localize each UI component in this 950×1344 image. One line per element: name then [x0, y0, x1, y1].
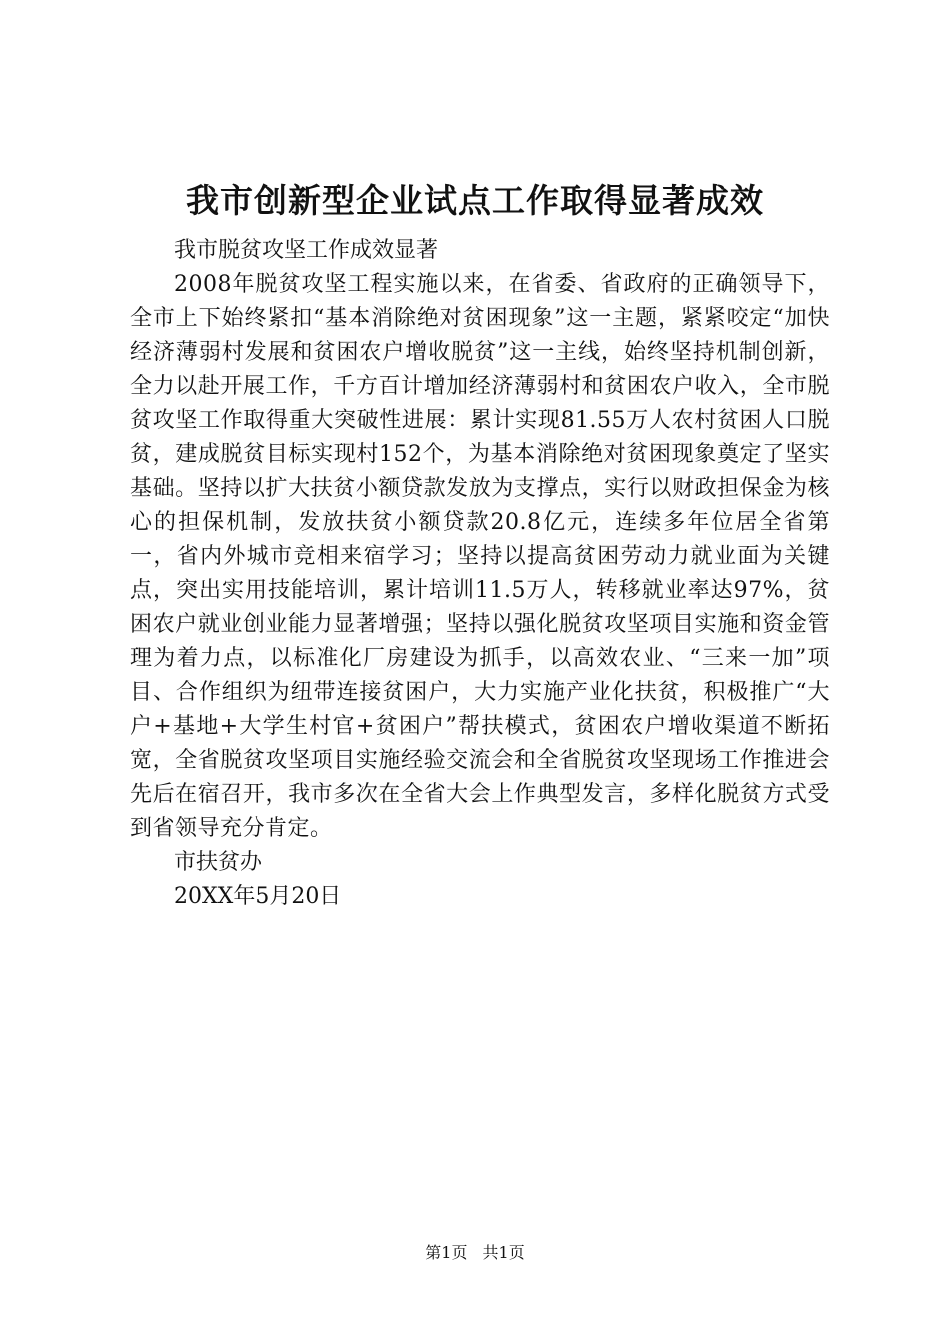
- document-date: 20XX年5月20日: [174, 884, 342, 909]
- signature: 市扶贫办: [174, 850, 263, 875]
- document-subtitle: 我市脱贫攻坚工作成效显著: [174, 238, 439, 263]
- page-total: 共1页: [482, 1243, 525, 1262]
- body-paragraph: 2008年脱贫攻坚工程实施以来，在省委、省政府的正确领导下，全市上下始终紧扣“基本消除绝对贫困现象”这一主题，紧紧咬定“加快经济薄弱村发展和贫困农户增收脱贫”这一主线，始终坚持机制创新，全力以赴开展工作，千方百计增加经济薄弱村和贫困农户收入，全市脱贫攻坚工作取得重大突破性进展：累计实现81.55万人农村贫困人口脱贫，建成脱贫目标实现村152个，为基本消除绝对贫困现象奠定了坚实基础。坚持以扩大扶贫小额贷款发放为支撑点，实行以财政担保金为核心的担保机制，发放扶贫小额贷款20.8亿元，连续多年位居全省第一，省内外城市竞相来宿学习；坚持以提高贫困劳动力就业面为关键点，突出实用技能培训，累计培训11.5万人，转移就业率达97%，贫困农户就业创业能力显著增强；坚持以强化脱贫攻坚项目实施和资金管理为着力点，以标准化厂房建设为抓手，以高效农业、“三来一加”项目、合作组织为纽带连接贫困户，大力实施产业化扶贫，积极推广“大户+基地+大学生村官+贫困户”帮扶模式，贫困农户增收渠道不断拓宽，全省脱贫攻坚项目实施经验交流会和全省脱贫攻坚现场工作推进会先后在宿召开，我市多次在全省大会上作典型发言，多样化脱贫方式受到省领导充分肯定。: [130, 272, 830, 841]
- page-number: 第1页: [425, 1243, 468, 1262]
- document-title: 我市创新型企业试点工作取得显著成效: [186, 181, 764, 220]
- document-content: [130, 234, 830, 914]
- page-footer: [0, 1241, 950, 1265]
